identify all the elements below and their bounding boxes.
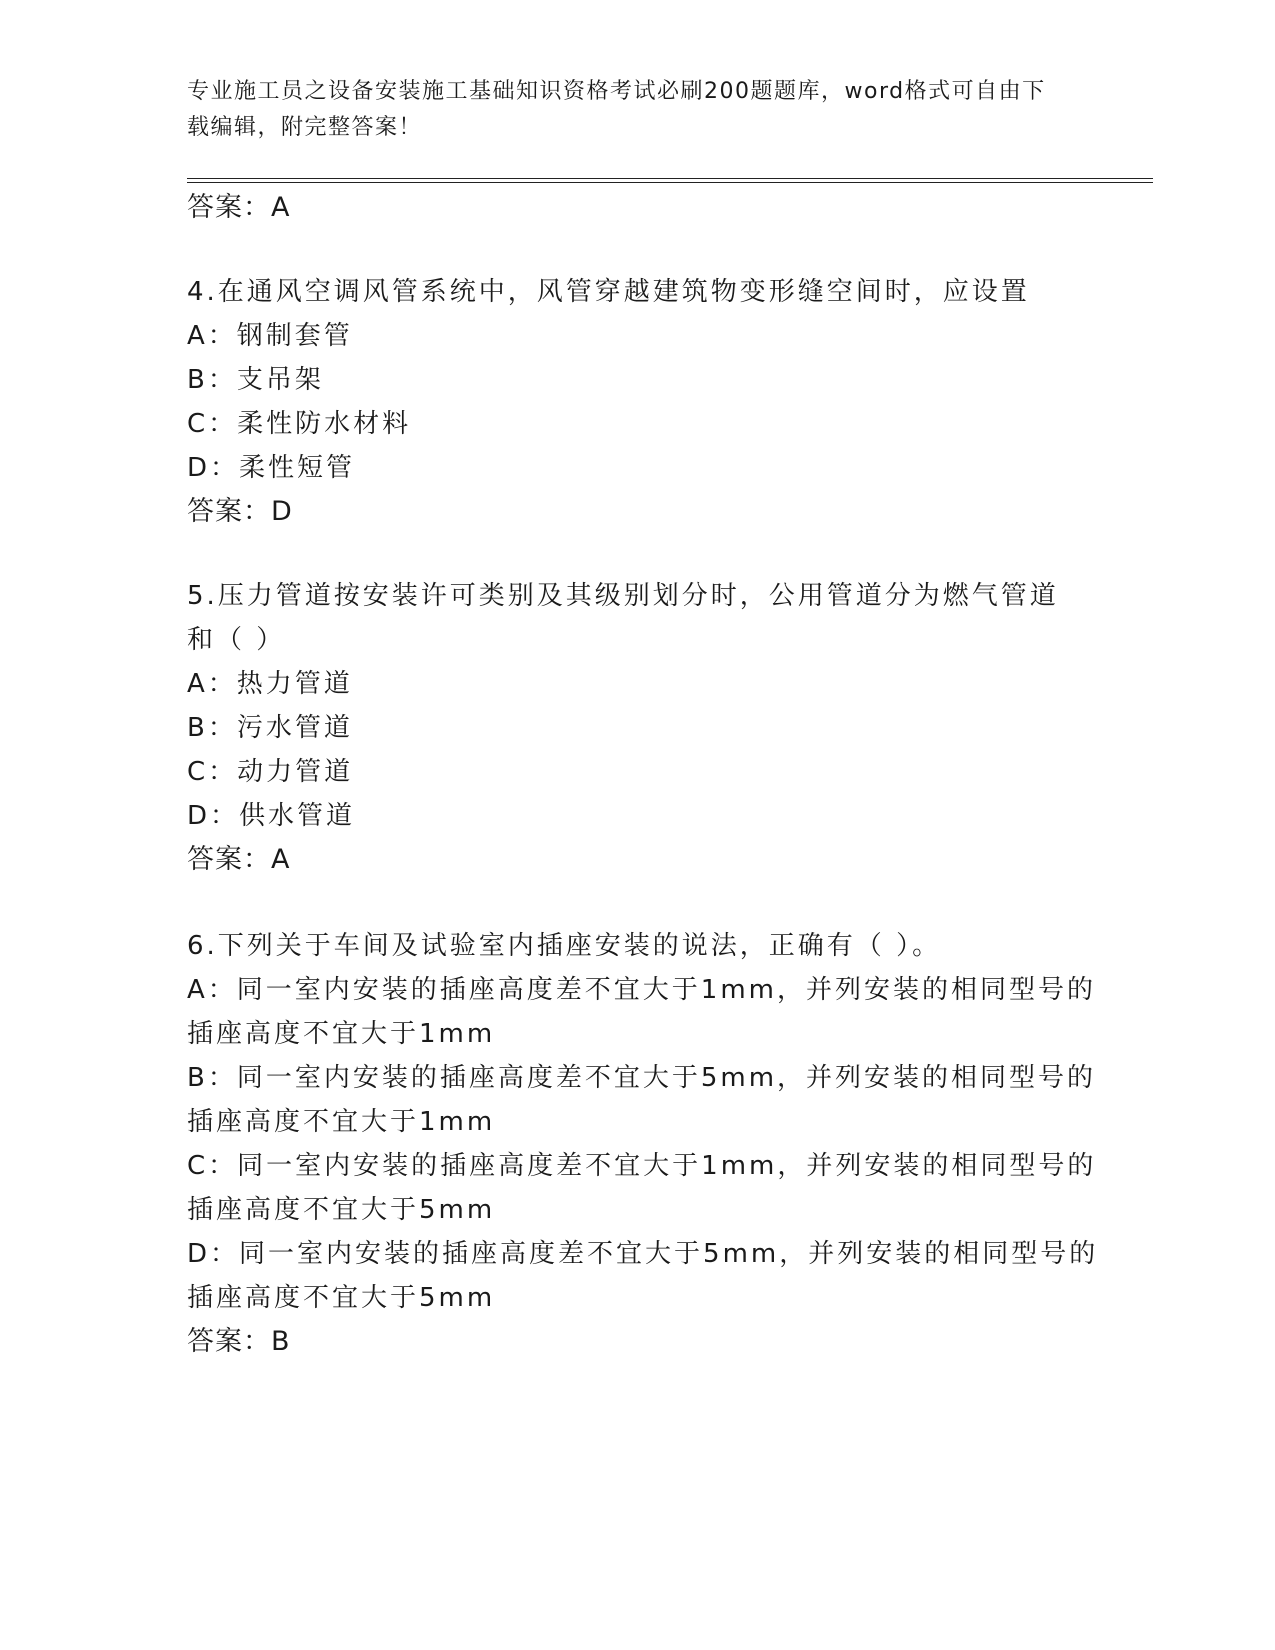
question-6-option-d-continued: 插座高度不宜大于5mm	[187, 1283, 496, 1313]
question-6-answer: 答案：B	[187, 1326, 291, 1357]
question-4-answer: 答案：D	[187, 496, 293, 527]
question-5-stem-continued: 和（ ）	[187, 625, 286, 655]
question-6-option-c-continued: 插座高度不宜大于5mm	[187, 1195, 496, 1225]
question-6-option-a-continued: 插座高度不宜大于1mm	[187, 1019, 496, 1049]
question-6-option-b-continued: 插座高度不宜大于1mm	[187, 1107, 496, 1137]
question-5-stem: 5.压力管道按安装许可类别及其级别划分时，公用管道分为燃气管道	[187, 581, 1059, 611]
question-6-option-a: A：同一室内安装的插座高度差不宜大于1mm，并列安装的相同型号的	[187, 975, 1096, 1005]
question-5-option-c: C：动力管道	[187, 757, 354, 787]
question-4-option-c: C：柔性防水材料	[187, 409, 412, 439]
question-6-option-c: C：同一室内安装的插座高度差不宜大于1mm，并列安装的相同型号的	[187, 1151, 1097, 1181]
question-5-option-d: D：供水管道	[187, 801, 356, 831]
question-5-answer: 答案：A	[187, 844, 291, 875]
answer-previous: 答案：A	[187, 192, 291, 223]
header-divider	[187, 178, 1153, 179]
question-6-option-d: D：同一室内安装的插座高度差不宜大于5mm，并列安装的相同型号的	[187, 1239, 1099, 1269]
header-divider-second	[187, 182, 1153, 183]
question-6-stem: 6.下列关于车间及试验室内插座安装的说法，正确有（ ）。	[187, 931, 942, 961]
question-6-option-b: B：同一室内安装的插座高度差不宜大于5mm，并列安装的相同型号的	[187, 1063, 1097, 1093]
document-header: 专业施工员之设备安装施工基础知识资格考试必刷200题题库，word格式可自由下载编辑，附完整答案！	[187, 79, 1046, 140]
question-4-option-a: A：钢制套管	[187, 321, 353, 351]
question-5-option-a: A：热力管道	[187, 669, 353, 699]
question-5-option-b: B：污水管道	[187, 713, 353, 743]
question-4-option-d: D：柔性短管	[187, 453, 356, 483]
question-4-option-b: B：支吊架	[187, 365, 324, 395]
question-4-stem: 4.在通风空调风管系统中，风管穿越建筑物变形缝空间时，应设置	[187, 277, 1030, 307]
